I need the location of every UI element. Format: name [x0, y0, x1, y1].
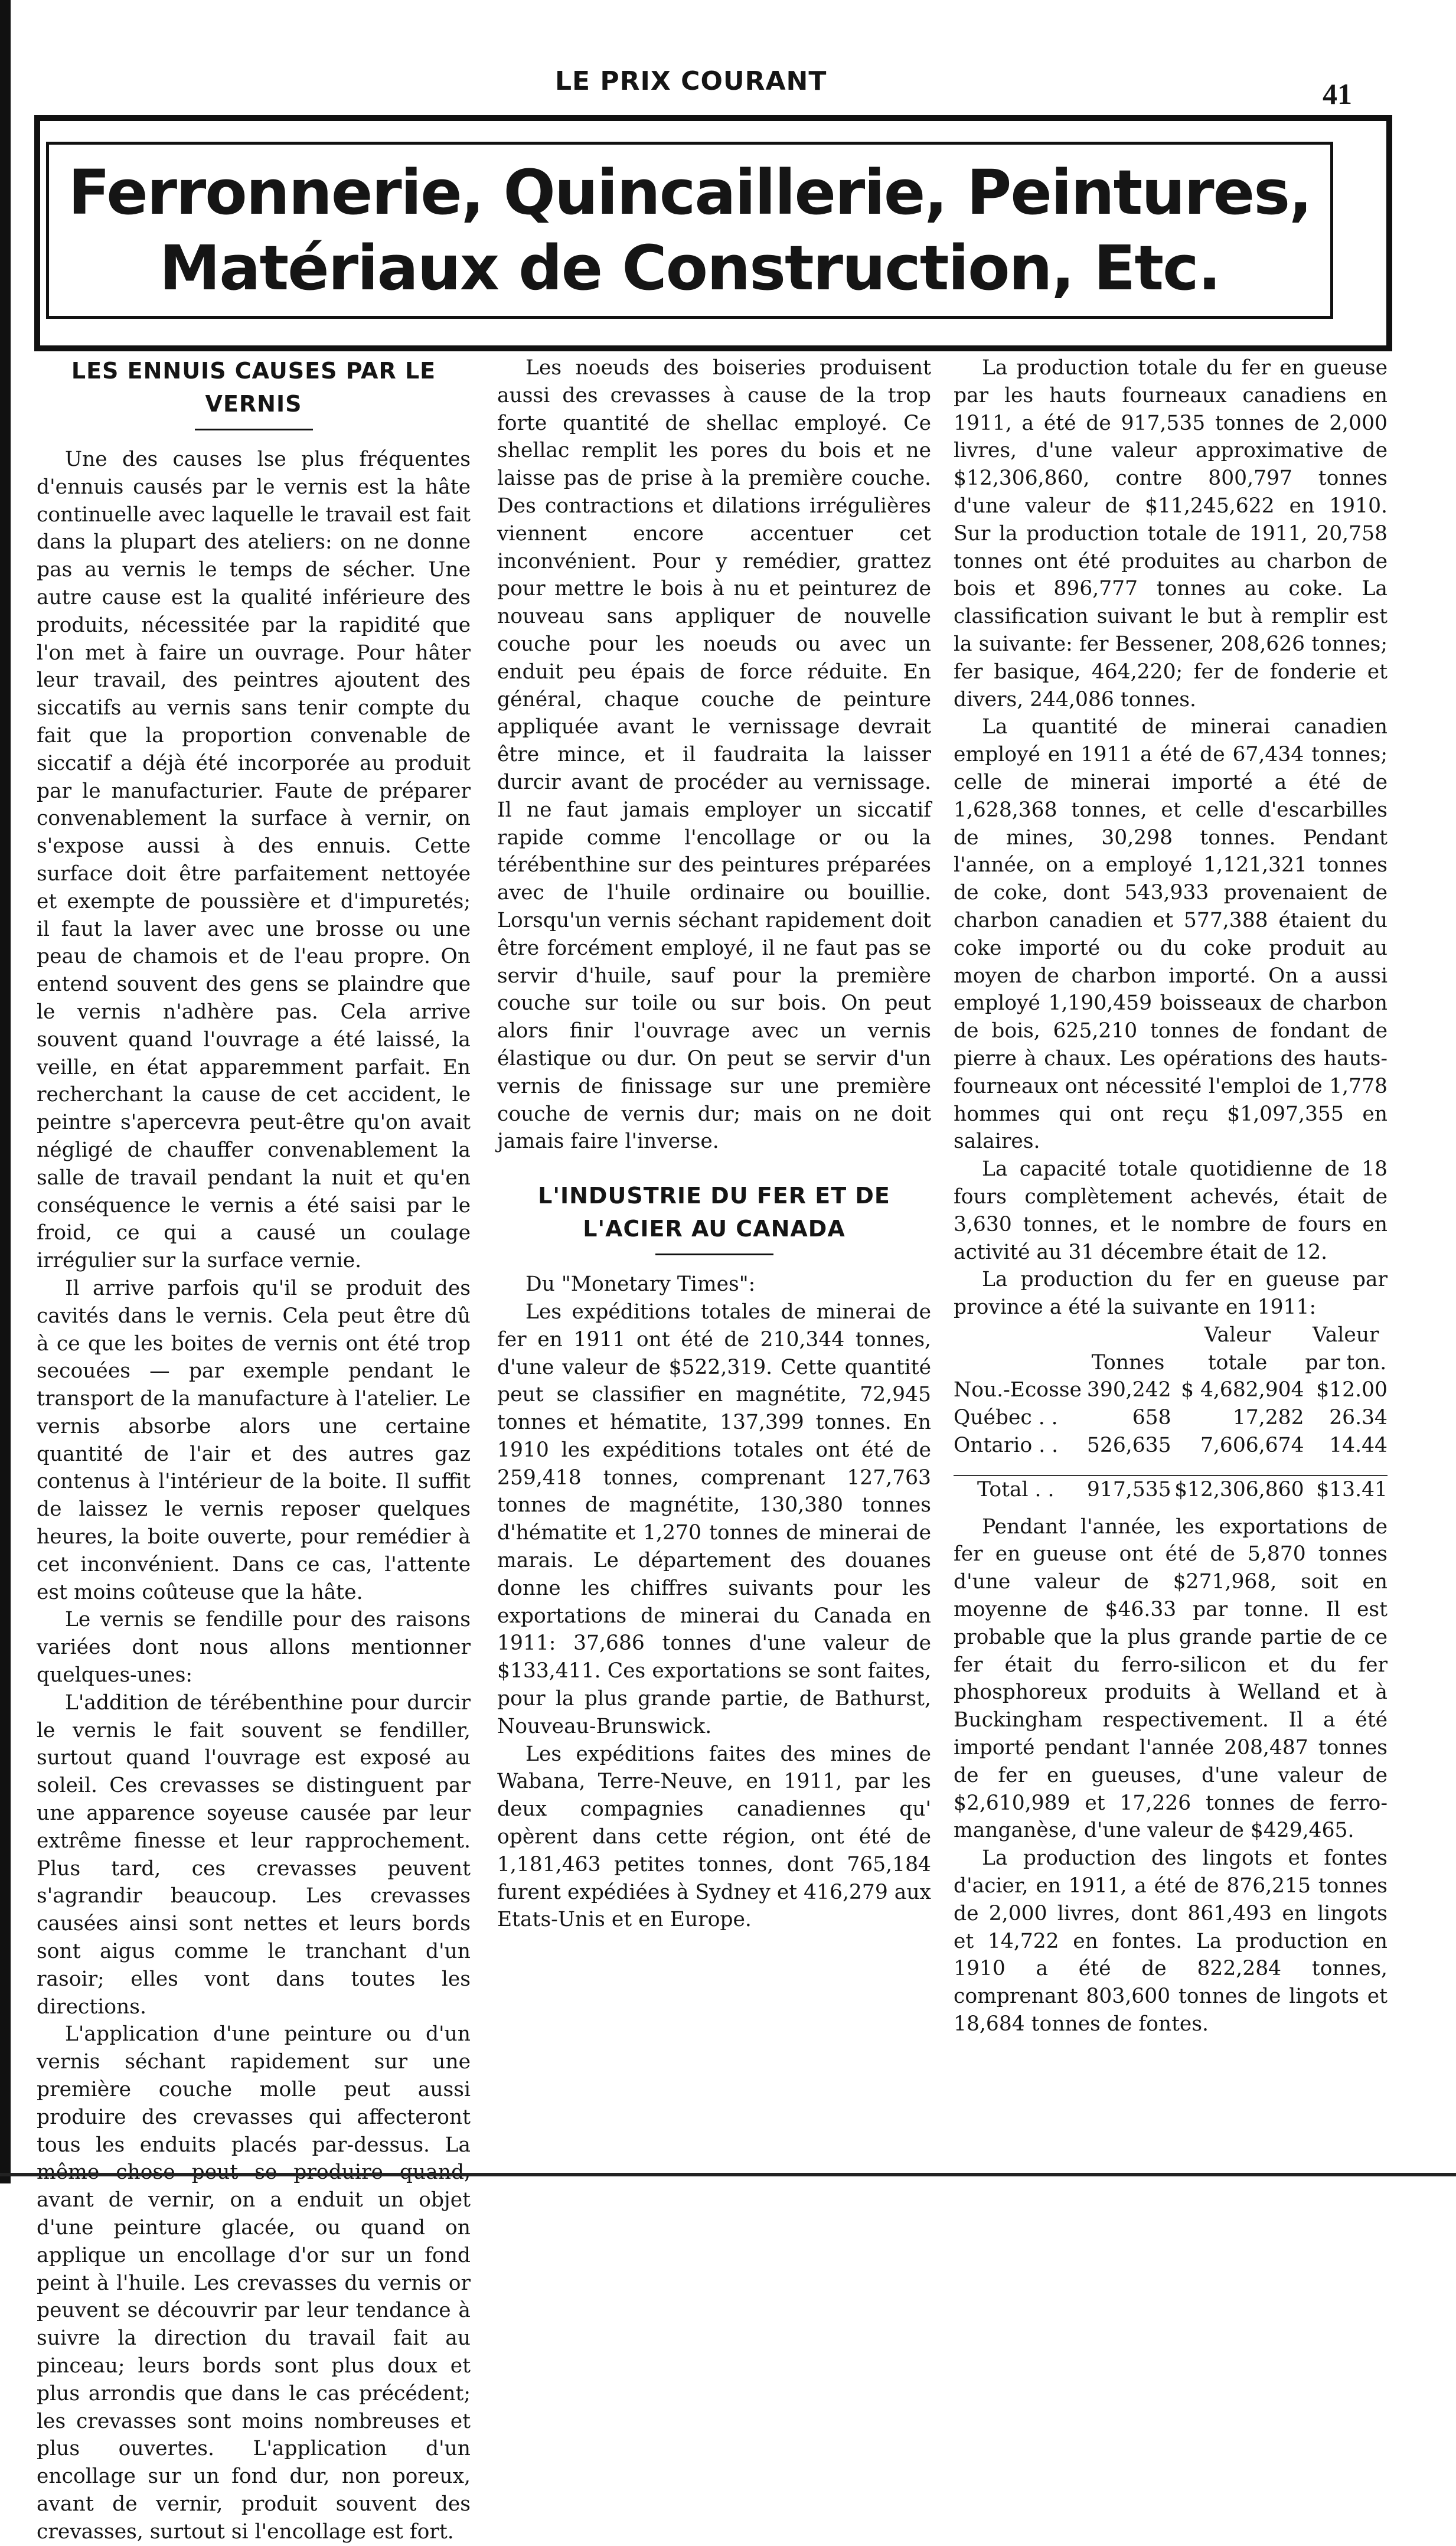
table-cell: $12,306,860: [1174, 1477, 1304, 1502]
table-header-cell: [954, 1349, 1085, 1377]
article-2-heading: [497, 1179, 931, 1245]
heading-rule: [655, 1254, 773, 1255]
column-3: [954, 354, 1388, 2038]
binding-edge: [0, 0, 11, 2183]
table-header-cell: [954, 1321, 1085, 1349]
table-header-row: [954, 1321, 1388, 1349]
article-2-heading-line-1: L'INDUSTRIE DU FER ET DE: [538, 1183, 890, 1209]
article-1-paragraph: Les noeuds des boiseries produisent aussi des crevasses à cause de la trop forte quantité de shellac employé. Ce shellac remplit les pores du bois et ne laisse pas de prise à la première couche. Des contractions et dilations irrégulières viennent encore accentuer cet inconvénient. Pour y remédier, grattez pour mettre le bois à nu et peinturez de nouveau sans appliquer de nouvelle couche pour les noeuds ou avec un enduit peu épais de force réduite. En général, chaque couche de peinture appliquée avant le vernissage devrait être mince, et il faudraita la laisser durcir avant de procéder au vernissage. Il ne faut jamais employer un siccatif rapide comme l'encollage or ou la térébenthine sur des peintures préparées avec de l'huile ordinaire ou bouillie. Lorsqu'un vernis séchant rapidement doit être forcément employé, il ne faut pas se servir d'huile, sauf pour la première couche sur toile ou sur bois. On peut alors finir l'ouvrage avec un vernis élastique ou dur. On peut se servir d'un vernis de finissage sur une première couche de vernis dur; mais on ne doit jamais faire l'inverse.: [497, 356, 931, 1154]
article-2-paragraph: La production du fer en gueuse par province a été la suivante en 1911:: [954, 1268, 1388, 1320]
table-cell: 526,635: [1086, 1434, 1171, 1458]
column-1: [37, 354, 471, 2546]
column-2: [497, 354, 931, 1934]
article-2-paragraph: La production des lingots et fontes d'acier, en 1911, a été de 876,215 tonnes de 2,000 livres, dont 861,493 en lingots et 14,722 en fontes. La production en 1910 a été de 822,284 tonnes, comprenant 803,600 tonnes de lingots et 18,684 tonnes de fontes.: [954, 1846, 1388, 2036]
article-2-paragraph: La capacité totale quotidienne de 18 fours complètement achevés, était de 3,630 tonnes, et le nombre de fours en activité au 31 décembre était de 12.: [954, 1157, 1388, 1264]
table-cell: 7,606,674: [1200, 1434, 1304, 1458]
table-header-cell: [1085, 1321, 1171, 1349]
running-head: LE PRIX COURANT: [555, 66, 827, 96]
page-bottom-edge: [0, 2173, 1456, 2176]
article-1-paragraph-continued: L'application d'une peinture ou d'un vernis séchant rapidement sur une première couche molle peut aussi produire des crevasses qui affecteront tous les enduits placés par-dessus. La avant de vernir, on a enduit un objet d'une peinture glacée, ou quand on applique un encollage d'or sur un fond peint à l'huile. Les crevasses du vernis or peuvent se découvrir par leur tendance à suivre la direction du travail fait au pinceau; leurs bords sont plus doux et plus arrondis que dans le cas précédent; les crevasses sont moins nombreuses et plus ouvertes. L'application d'un encollage sur un fond dur, non poreux, avant de vernir, produit souvent des crevasses, surtout si l'encollage est fort.: [37, 2022, 471, 2544]
article-2-paragraph: La production totale du fer en gueuse par les hauts fourneaux canadiens en 1911, a été de 917,535 tonnes de 2,000 livres, d'une valeur approximative de $12,306,860, contre 800,797 tonnes d'une valeur de $11,245,622 en 1910. Sur la production totale de 1911, 20,758 tonnes ont été produites au charbon de bois et 896,777 tonnes au coke. La classification suivant le but à remplir est la suivante: fer Bessener, 208,626 tonnes; fer basique, 464,220; fer de fonderie et divers, 244,086 tonnes.: [954, 356, 1388, 711]
table-cell: 14.44: [1329, 1434, 1388, 1458]
banner-title: [46, 155, 1333, 306]
table-cell: Total . .: [977, 1477, 1055, 1502]
table-header-cell: Valeur: [1313, 1323, 1379, 1347]
table-cell: Nou.-Ecosse: [954, 1378, 1082, 1402]
article-1-paragraph: Il arrive parfois qu'il se produit des cavités dans le vernis. Cela peut être dû à ce que les boites de vernis ont été trop secouées — par exemple pendant le transport de la manufacture à l'atelier. Le vernis absorbe alors une certaine quantité de l'air et des autres gaz contenus à l'intérieur de la boite. Il suffit de laissez le vernis reposer quelques heures, la boite ouverte, pour remédier à cet inconvénient. Dans ce cas, l'attente est moins coûteuse que la hâte.: [37, 1276, 471, 1604]
article-2-paragraph: La quantité de minerai canadien employé en 1911 a été de 67,434 tonnes; celle de minerai importé a été de 1,628,368 tonnes, et celle d'escarbilles de mines, 30,298 tonnes. Pendant l'année, on a employé 1,121,321 tonnes de coke, dont 543,933 provenaient de charbon canadien et 577,388 étaient du coke importé ou du coke produit au moyen de charbon importé. On a aussi employé 1,190,459 boisseaux de charbon de bois, 625,210 tonnes de fondant de pierre à chaux. Les opérations des hauts-fourneaux ont nécessité l'emploi de 1,778 hommes qui ont reçu $1,097,355 en salaires.: [954, 715, 1388, 1154]
article-2-heading-line-2: L'ACIER AU CANADA: [583, 1216, 845, 1242]
table-cell: $12.00: [1316, 1378, 1388, 1402]
table-header-cell: par ton.: [1305, 1350, 1387, 1375]
article-1-paragraph: L'addition de térébenthine pour durcir le vernis le fait souvent se fendiller, surtout quand l'ouvrage est exposé au soleil. Ces crevasses se distinguent par une apparence soyeuse causée par leur extrême finesse et leur rapprochement. Plus tard, ces crevasses peuvent s'agrandir beaucoup. Les crevasses causées ainsi sont nettes et leurs bords sont aigus comme le tranchant d'un rasoir; elles vont dans toutes les directions.: [37, 1690, 471, 2019]
table-cell: Ontario . .: [954, 1434, 1059, 1458]
banner-title-line-2: Matériaux de Construction, Etc.: [159, 232, 1220, 304]
article-separator: [497, 1156, 931, 1179]
table-spacer-row: [954, 1460, 1388, 1476]
article-2-source: Du "Monetary Times":: [525, 1272, 756, 1297]
table-header-cell: Valeur: [1204, 1323, 1271, 1347]
table-gap: [954, 1504, 1388, 1513]
table-row: [954, 1432, 1388, 1460]
article-1-heading-line-1: LES ENNUIS CAUSES PAR LE: [71, 358, 436, 384]
table-cell: 917,535: [1086, 1477, 1171, 1502]
table-cell: 658: [1132, 1406, 1171, 1430]
table-header-cell: totale: [1207, 1350, 1268, 1375]
article-1-heading: [37, 354, 471, 420]
article-1-heading-line-2: VERNIS: [205, 391, 302, 417]
table-cell: $ 4,682,904: [1181, 1378, 1304, 1402]
table-cell: $13.41: [1316, 1477, 1388, 1502]
table-header-cell: Tonnes: [1091, 1350, 1165, 1375]
table-cell: Québec . .: [954, 1406, 1058, 1430]
production-table: [954, 1321, 1388, 1504]
banner-title-line-1: Ferronnerie, Quincaillerie, Peintures,: [68, 156, 1311, 229]
table-row: [954, 1404, 1388, 1432]
article-1-paragraph: Une des causes lse plus fréquentes d'ennuis causés par le vernis est la hâte continuelle avec laquelle le travail est fait dans la plupart des ateliers: on ne donne pas au vernis le temps de sécher. Une autre cause est la qualité inférieure des produits, nécessitée par la rapidité que l'on met à faire un ouvrage. Pour hâter leur travail, des peintres ajoutent des siccatifs au vernis sans tenir compte du fait que la proportion convenable de siccatif a déjà été incorporée au produit par le manufacturier. Faute de préparer convenablement la surface à vernir, on s'expose aussi à des ennuis. Cette surface doit être parfaitement nettoyée et exempte de poussière et d'impuretés; il faut la laver avec une brosse ou une peau de chamois et de l'eau propre. On entend souvent des gens se plaindre que le vernis n'adhère pas. Cela arrive souvent quand l'ouvrage a été laissé, la veille, en état apparemment parfait. En recherchant la cause de cet accident, le peintre s'apercevra peut-être qu'on avait négligé de chauffer convenablement la salle de travail pendant la nuit et qu'en conséquence le vernis a été saisi par le froid, ce qui a causé un coulage irrégulier sur la surface vernie.: [37, 448, 471, 1273]
table-row: [954, 1376, 1388, 1404]
article-2-paragraph-continued: Les expéditions faites des mines de Wabana, Terre-Neuve, en 1911, par les deux compagnies canadiennes qu' opèrent dans cette région, ont été de 1,181,463 petites tonnes, dont 765,184 furent expédiées à Sydney et 416,279 aux Etats-Unis et en Europe.: [497, 1742, 931, 1932]
table-header-row: [954, 1349, 1388, 1377]
article-1-paragraph: Le vernis se fendille pour des raisons variées dont nous allons mentionner quelques-unes:: [37, 1608, 471, 1687]
table-total-row: [954, 1476, 1388, 1504]
table-cell: 17,282: [1232, 1406, 1304, 1430]
table-cell: 390,242: [1086, 1378, 1171, 1402]
article-2-paragraph: Les expéditions totales de minerai de fer en 1911 ont été de 210,344 tonnes, d'une valeur de $522,319. Cette quantité peut se classifier en magnétite, 72,945 tonnes et hématite, 137,399 tonnes. En 1910 les expéditions totales ont été de 259,418 tonnes, comprenant 127,763 tonnes de magnétite, 130,380 tonnes d'hématite et 1,270 tonnes de minerai de marais. Le département des douanes donne les chiffres suivants pour les exportations de minerai du Canada en 1911: 37,686 tonnes d'une valeur de $133,411. Ces exportations se sont faites, pour la plus grande partie, de Bathurst, Nouveau-Brunswick.: [497, 1300, 931, 1738]
heading-rule: [195, 429, 313, 430]
table-cell: 26.34: [1329, 1406, 1388, 1430]
article-2-paragraph: Pendant l'année, les exportations de fer en gueuse ont été de 5,870 tonnes d'une valeur de $271,968, soit en moyenne de $46.33 par tonne. Il est probable que la plus grande partie de ce fer était du ferro-silicon et du fer phosphoreux produits à Welland et à Buckingham respectivement. Il a été importé pendant l'année 208,487 tonnes de fer en gueuses, d'une valeur de $2,610,989 et 17,226 tonnes de ferro-manganèse, d'une valeur de $429,465.: [954, 1514, 1388, 1843]
page-number: 41: [1323, 77, 1352, 110]
